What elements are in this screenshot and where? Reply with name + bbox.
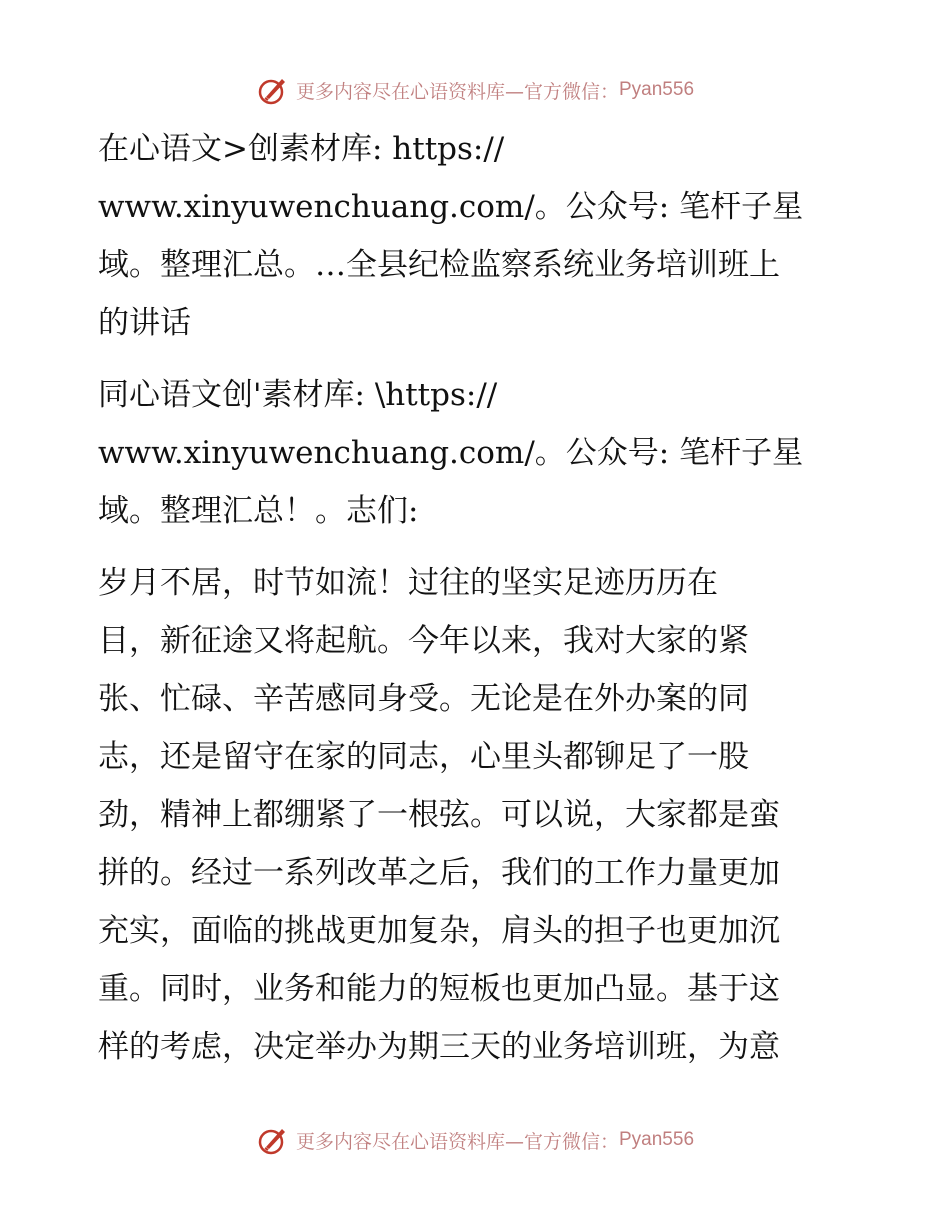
text-line: 域。整理汇总。…全县纪检监察系统业务培训班上: [98, 247, 780, 283]
text-line: 域。整理汇总！。志们:: [98, 493, 419, 529]
footer-watermark: [0, 1120, 950, 1160]
document-body: [98, 120, 858, 1090]
text-line: 拼的。经过一系列改革之后，我们的工作力量更加: [98, 855, 780, 891]
watermark-text: 更多内容尽在心语资料库—官方微信：: [295, 1130, 619, 1153]
header-watermark: [0, 70, 950, 110]
watermark-wechat-id: Pyan556: [619, 1129, 695, 1150]
text-line: 劲，精神上都绷紧了一根弦。可以说，大家都是蛮: [98, 797, 780, 833]
text-line: 样的考虑，决定举办为期三天的业务培训班，为意: [98, 1029, 780, 1065]
quill-logo-icon: [256, 1123, 290, 1157]
text-line: 在心语文>创素材库: https://: [98, 131, 505, 167]
watermark-text: 更多内容尽在心语资料库—官方微信：: [295, 80, 619, 103]
watermark-wechat-id: Pyan556: [619, 79, 695, 100]
quill-logo-icon: [256, 73, 290, 107]
paragraph-body: [98, 554, 858, 1076]
text-line: 张、忙碌、辛苦感同身受。无论是在外办案的同: [98, 681, 749, 717]
text-line: 岁月不居，时节如流！过往的坚实足迹历历在: [98, 565, 718, 601]
text-line: 充实，面临的挑战更加复杂，肩头的担子也更加沉: [98, 913, 780, 949]
paragraph-source-1: [98, 120, 858, 352]
text-line: 重。同时，业务和能力的短板也更加凸显。基于这: [98, 971, 780, 1007]
text-line: 目，新征途又将起航。今年以来，我对大家的紧: [98, 623, 749, 659]
paragraph-source-2: [98, 366, 858, 540]
text-line: 志，还是留守在家的同志，心里头都铆足了一股: [98, 739, 749, 775]
text-line: 同心语文创'素材库: \https://: [98, 377, 498, 413]
text-line: www.xinyuwenchuang.com/。公众号: 笔杆子星: [98, 435, 804, 471]
text-line: www.xinyuwenchuang.com/。公众号: 笔杆子星: [98, 189, 804, 225]
text-line: 的讲话: [98, 305, 191, 341]
